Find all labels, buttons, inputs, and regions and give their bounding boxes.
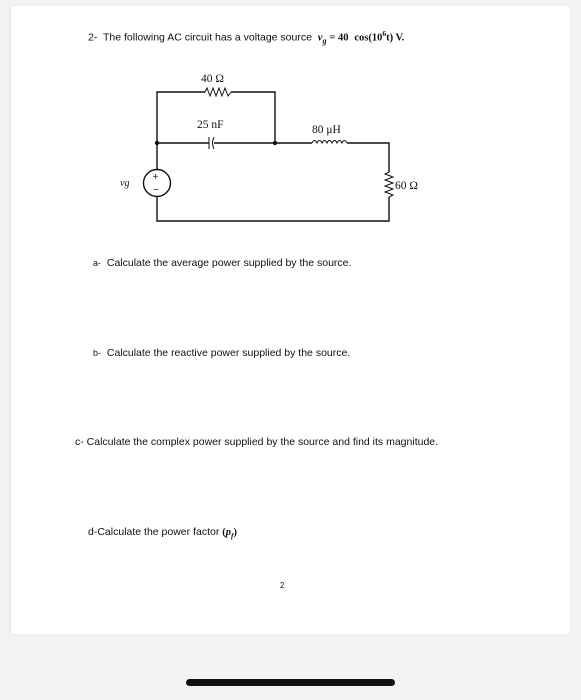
source-minus-sign: − — [153, 185, 159, 196]
part-b-text: Calculate the reactive power supplied by the source. — [106, 347, 351, 359]
question-text: The following AC circuit has a voltage source — [103, 31, 312, 44]
page-number: 2 — [280, 581, 285, 590]
document-page — [11, 6, 570, 634]
part-a-text: Calculate the average power supplied by the source. — [106, 257, 352, 269]
source-plus-sign: + — [152, 172, 159, 183]
resistor-60-label: 60 Ω — [395, 180, 418, 192]
part-d-text: Calculate the power factor — [97, 526, 220, 538]
inductor-icon — [312, 141, 347, 144]
part-d — [88, 525, 237, 543]
part-c — [75, 435, 438, 449]
cos-close: t) V — [386, 32, 402, 44]
part-b-prefix: b- — [93, 348, 102, 358]
capacitor-plate-right — [213, 137, 215, 149]
part-b — [93, 346, 350, 360]
voltage-sub: g — [322, 36, 327, 46]
wire-top-left — [157, 92, 205, 143]
voltage-var: v — [317, 32, 323, 44]
inductor-label: 80 μH — [312, 124, 341, 136]
resistor-40-label: 40 Ω — [201, 73, 224, 85]
omega-exponent: 6 — [382, 29, 387, 38]
pf-var: p — [225, 527, 231, 538]
pf-sub: f — [231, 531, 234, 541]
wire-top-right — [231, 92, 275, 143]
wire-bottom — [157, 197, 389, 221]
resistor-40-icon — [205, 88, 231, 96]
part-d-prefix: d- — [88, 526, 98, 538]
part-a — [93, 256, 351, 270]
resistor-60-icon — [385, 172, 393, 197]
part-c-text: Calculate the complex power supplied by the source and find its magnitude. — [86, 436, 439, 448]
pf-close: ) — [233, 527, 237, 538]
wire-ind-right — [347, 143, 389, 172]
circuit-diagram — [11, 6, 570, 246]
question-number: 2- — [88, 31, 98, 44]
source-label: vg — [120, 178, 130, 189]
period: . — [401, 32, 405, 44]
cos-open: cos(10 — [354, 32, 383, 44]
home-indicator[interactable] — [186, 679, 395, 686]
part-a-prefix: a- — [93, 258, 102, 268]
part-c-prefix: c- — [75, 436, 84, 448]
pf-open: ( — [222, 527, 226, 538]
capacitor-label: 25 nF — [197, 119, 224, 131]
voltage-amplitude: = 40 — [329, 32, 349, 44]
